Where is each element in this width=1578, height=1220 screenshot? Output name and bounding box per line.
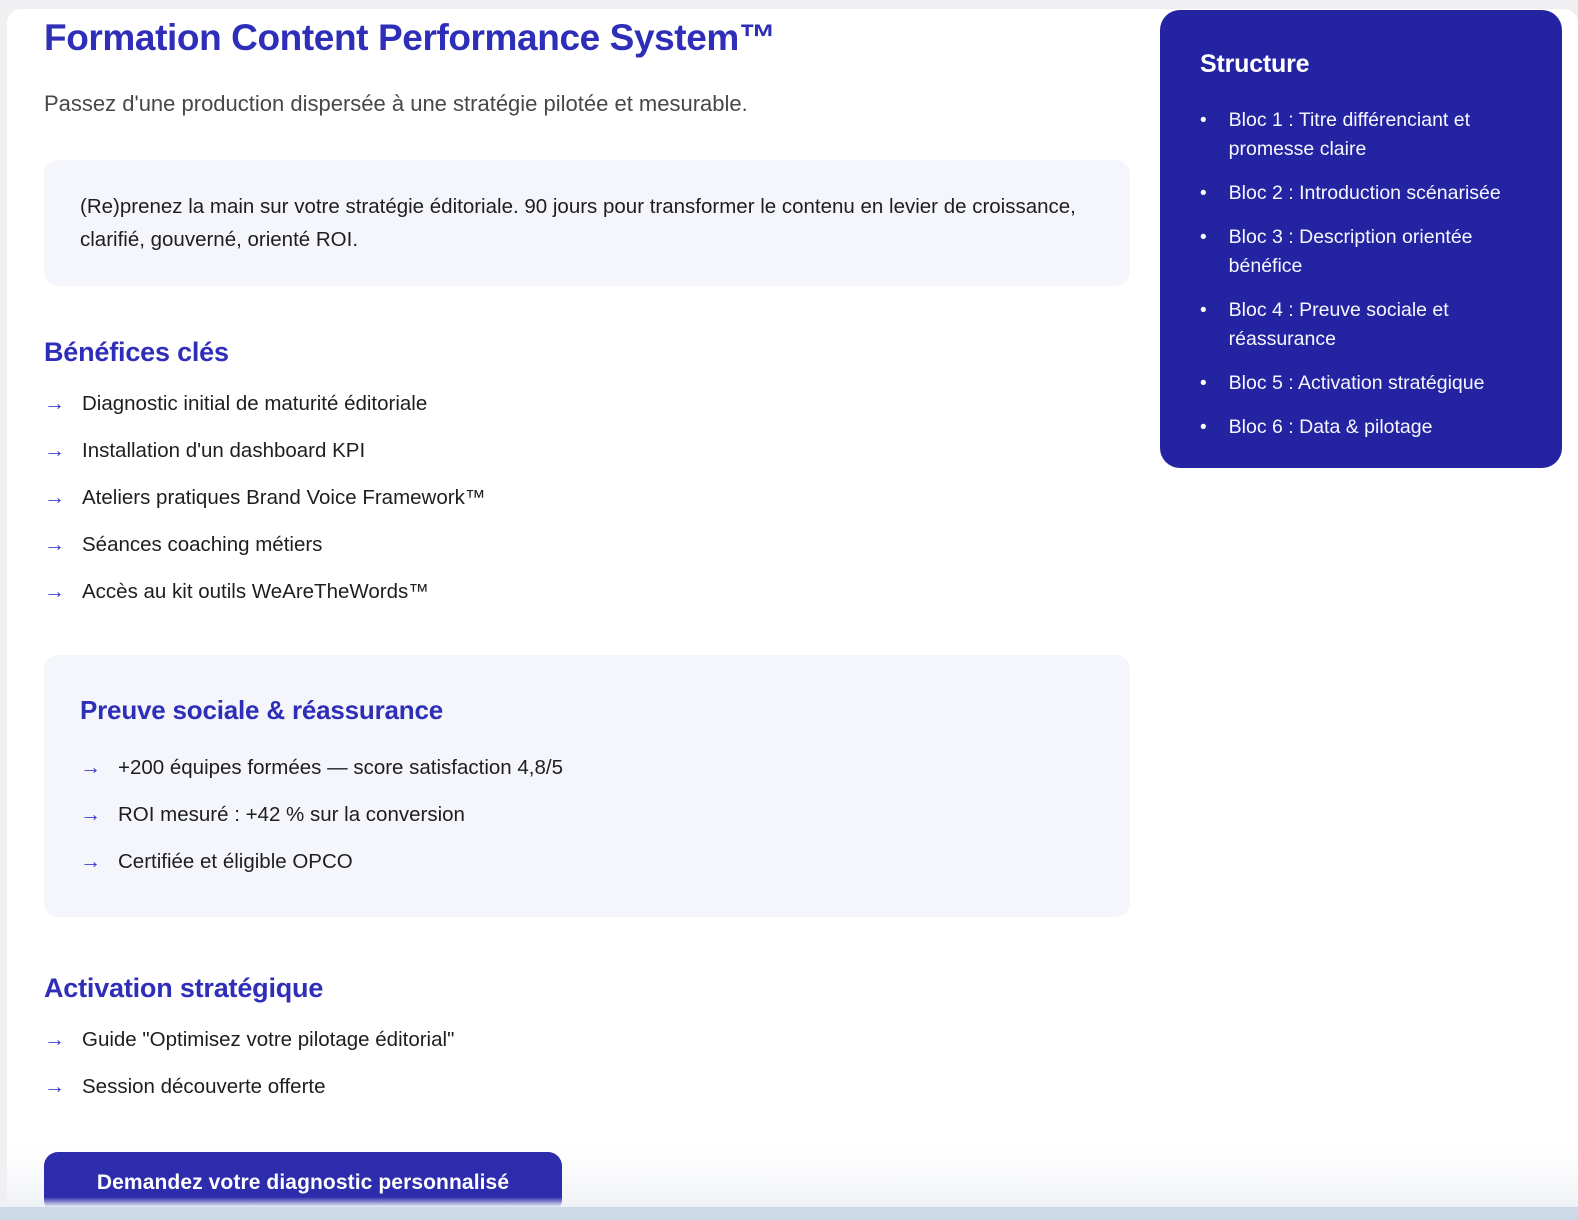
bullet-dot-icon: • bbox=[1200, 373, 1207, 394]
list-item bbox=[80, 753, 1094, 783]
bullet-text: Diagnostic initial de maturité éditoriale bbox=[82, 392, 428, 415]
social-proof-card bbox=[44, 655, 1130, 917]
bullet-dot-icon: • bbox=[1200, 110, 1207, 131]
bullet-dot-icon: • bbox=[1200, 227, 1207, 248]
arrow-icon: → bbox=[80, 756, 101, 779]
next-section-edge bbox=[0, 1207, 1578, 1220]
list-item bbox=[80, 847, 1094, 877]
list-item bbox=[44, 389, 1130, 419]
social-proof-list bbox=[80, 753, 1094, 877]
bullet-text: ROI mesuré : +42 % sur la conversion bbox=[118, 803, 465, 826]
activation-list bbox=[44, 1025, 1130, 1102]
sidebar-item-label: Bloc 4 : Preuve sociale et réassurance bbox=[1228, 299, 1449, 350]
bullet-text: Guide "Optimisez votre pilotage éditorial" bbox=[82, 1028, 455, 1051]
sidebar-item bbox=[1200, 296, 1522, 354]
bullet-dot-icon: • bbox=[1200, 300, 1207, 321]
bullet-text: Installation d'un dashboard KPI bbox=[82, 439, 366, 462]
sidebar-item-label: Bloc 1 : Titre différenciant et promesse claire bbox=[1228, 109, 1471, 160]
arrow-icon: → bbox=[44, 486, 65, 509]
sidebar-item bbox=[1200, 179, 1522, 208]
bullet-text: +200 équipes formées — score satisfaction 4,8/5 bbox=[118, 756, 563, 779]
arrow-icon: → bbox=[44, 392, 65, 415]
list-item bbox=[44, 1025, 1130, 1055]
arrow-icon: → bbox=[44, 533, 65, 556]
intro-text: (Re)prenez la main sur votre stratégie éditoriale. 90 jours pour transformer le contenu en levier de croissance, clarifié, gouverné, orienté ROI. bbox=[80, 195, 1076, 251]
social-proof-heading: Preuve sociale & réassurance bbox=[80, 695, 443, 725]
intro-card bbox=[44, 160, 1130, 286]
list-item bbox=[44, 483, 1130, 513]
sidebar-item-label: Bloc 3 : Description orientée bénéfice bbox=[1228, 226, 1473, 277]
sidebar-item bbox=[1200, 223, 1522, 281]
page-title: Formation Content Performance System™ bbox=[44, 17, 776, 58]
structure-sidebar bbox=[1160, 10, 1562, 468]
list-item bbox=[44, 1072, 1130, 1102]
arrow-icon: → bbox=[80, 850, 101, 873]
bullet-dot-icon: • bbox=[1200, 183, 1207, 204]
bullet-text: Certifiée et éligible OPCO bbox=[118, 850, 353, 873]
arrow-icon: → bbox=[44, 580, 65, 603]
list-item bbox=[44, 436, 1130, 466]
list-item bbox=[44, 577, 1130, 607]
sidebar-list bbox=[1200, 106, 1522, 442]
sidebar-item bbox=[1200, 369, 1522, 398]
arrow-icon: → bbox=[80, 803, 101, 826]
sidebar-item-label: Bloc 5 : Activation stratégique bbox=[1228, 372, 1485, 394]
bullet-text: Accès au kit outils WeAreTheWords™ bbox=[82, 580, 429, 603]
sidebar-item bbox=[1200, 106, 1522, 164]
main-content bbox=[44, 9, 1130, 1214]
page-subtitle: Passez d'une production dispersée à une stratégie pilotée et mesurable. bbox=[44, 91, 748, 116]
bullet-text: Séances coaching métiers bbox=[82, 533, 323, 556]
sidebar-item-label: Bloc 6 : Data & pilotage bbox=[1228, 416, 1433, 438]
diagnostic-cta-button[interactable]: Demandez votre diagnostic personnalisé bbox=[44, 1152, 562, 1214]
sidebar-item-label: Bloc 2 : Introduction scénarisée bbox=[1228, 182, 1501, 204]
sidebar-title: Structure bbox=[1200, 50, 1310, 78]
arrow-icon: → bbox=[44, 439, 65, 462]
activation-heading: Activation stratégique bbox=[44, 973, 324, 1003]
bullet-text: Session découverte offerte bbox=[82, 1075, 326, 1098]
benefits-heading: Bénéfices clés bbox=[44, 337, 229, 367]
sidebar-item bbox=[1200, 413, 1522, 442]
arrow-icon: → bbox=[44, 1028, 65, 1051]
arrow-icon: → bbox=[44, 1075, 65, 1098]
list-item bbox=[44, 530, 1130, 560]
benefits-list bbox=[44, 389, 1130, 607]
list-item bbox=[80, 800, 1094, 830]
bullet-dot-icon: • bbox=[1200, 417, 1207, 438]
bullet-text: Ateliers pratiques Brand Voice Framework™ bbox=[82, 486, 486, 509]
